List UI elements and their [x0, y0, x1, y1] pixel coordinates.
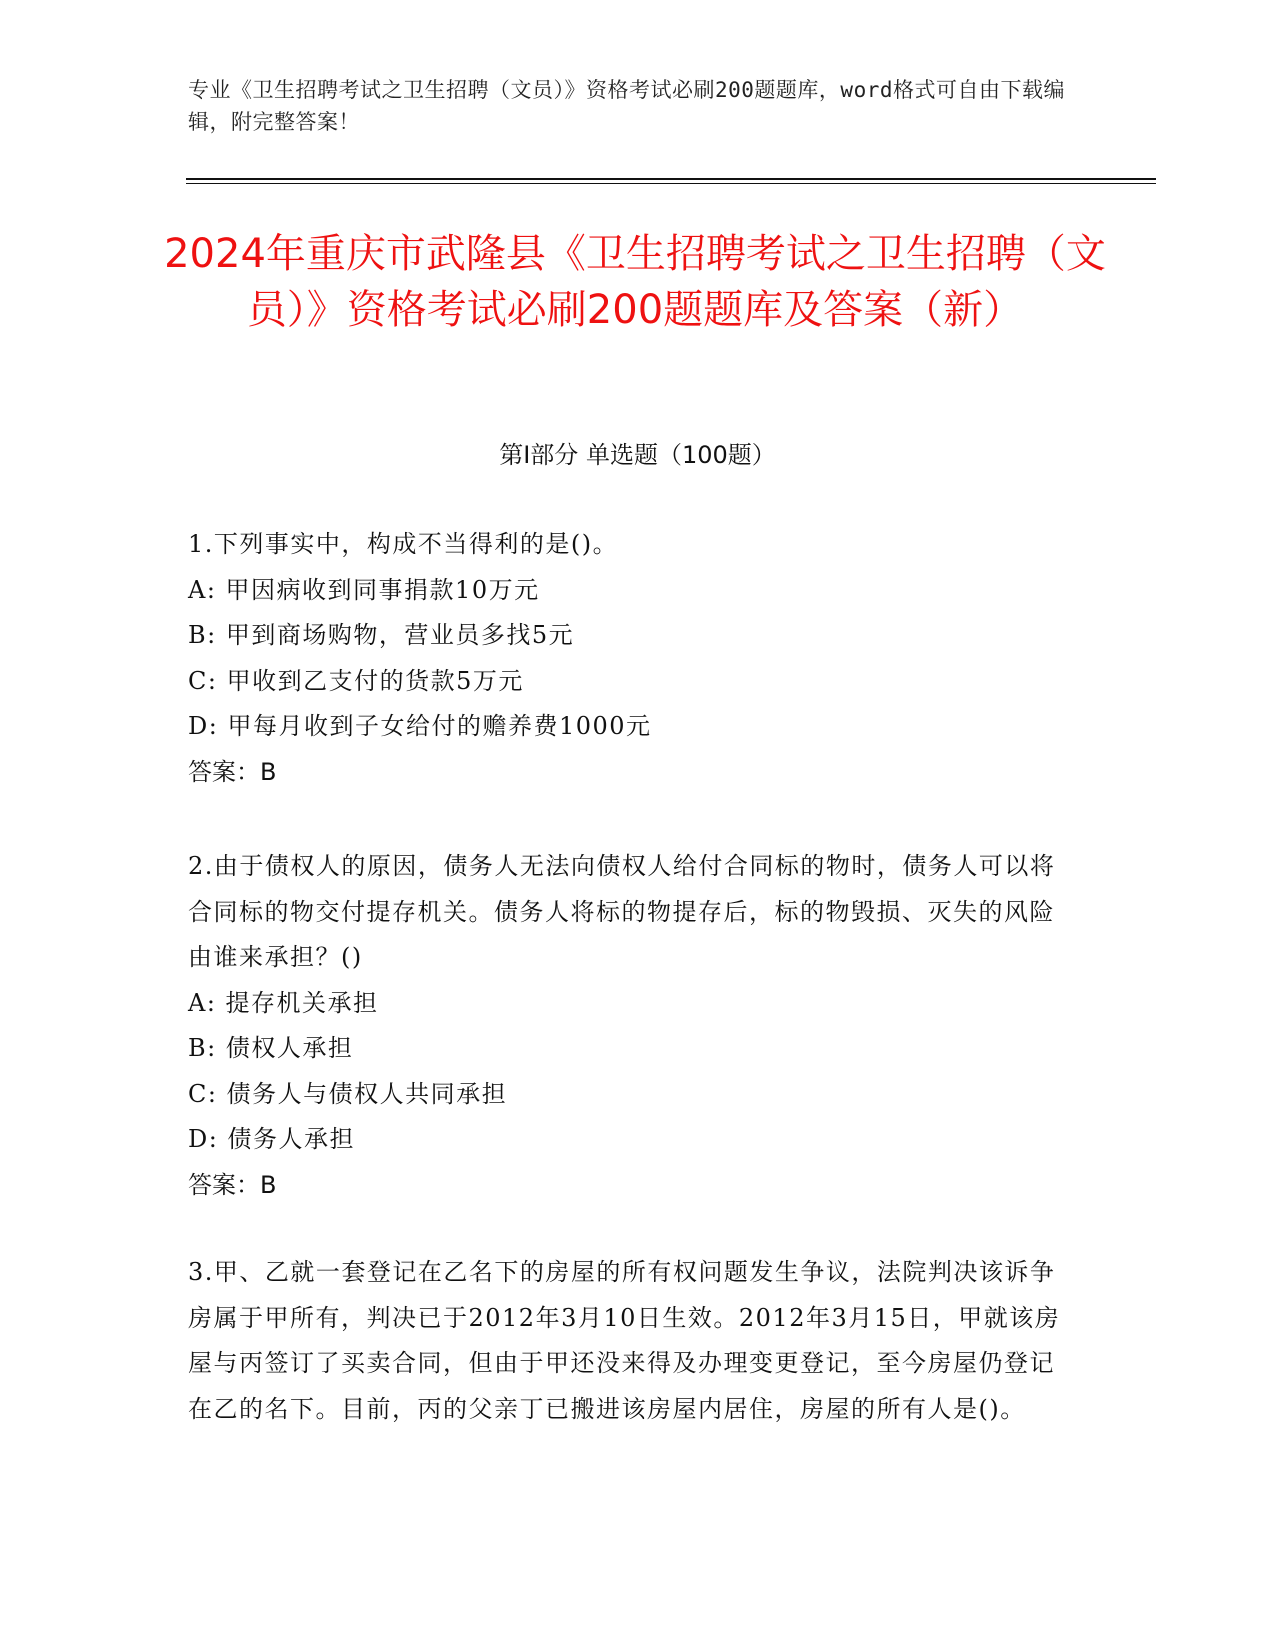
document-title: 2024年重庆市武隆县《卫生招聘考试之卫生招聘（文员）》资格考试必刷200题题库及答案（新）	[164, 231, 1106, 333]
header-divider-thick	[186, 178, 1156, 180]
question-2	[188, 844, 1068, 1208]
option-c: C: 债务人与债权人共同承担	[188, 1079, 508, 1108]
question-stem: 1.下列事实中，构成不当得利的是()。	[188, 530, 619, 558]
header-divider-thin	[186, 183, 1156, 184]
answer: 答案：B	[188, 1170, 277, 1199]
option-b: B: 甲到商场购物，营业员多找5元	[188, 621, 575, 649]
question-stem: 3.甲、乙就一套登记在乙名下的房屋的所有权问题发生争议，法院判决该诉争房属于甲所有，判决已于2012年3月10日生效。2012年3月15日，甲就该房屋与丙签订了买卖合同，但由于甲还没来得及办理变更登记，至今房屋仍登记在乙的名下。目前，丙的父亲丁已搬进该房屋内居住，房屋的所有人是()。	[188, 1258, 1061, 1423]
option-c: C: 甲收到乙支付的货款5万元	[188, 666, 524, 695]
option-b: B: 债权人承担	[188, 1034, 354, 1062]
option-d: D: 甲每月收到子女给付的赡养费1000元	[188, 712, 652, 740]
section-heading: 第Ⅰ部分 单选题（100题）	[499, 441, 776, 469]
question-stem: 2.由于债权人的原因，债务人无法向债权人给付合同标的物时，债务人可以将合同标的物交付提存机关。债务人将标的物提存后，标的物毁损、灭失的风险由谁来承担？()	[188, 852, 1056, 971]
question-1	[188, 522, 1068, 795]
question-3	[188, 1250, 1068, 1432]
option-a: A: 甲因病收到同事捐款10万元	[188, 575, 540, 604]
option-a: A: 提存机关承担	[188, 988, 379, 1017]
answer: 答案：B	[188, 757, 277, 786]
option-d: D: 债务人承担	[188, 1125, 355, 1153]
header-note: 专业《卫生招聘考试之卫生招聘（文员）》资格考试必刷200题题库，word格式可自由下载编辑，附完整答案！	[188, 78, 1065, 134]
